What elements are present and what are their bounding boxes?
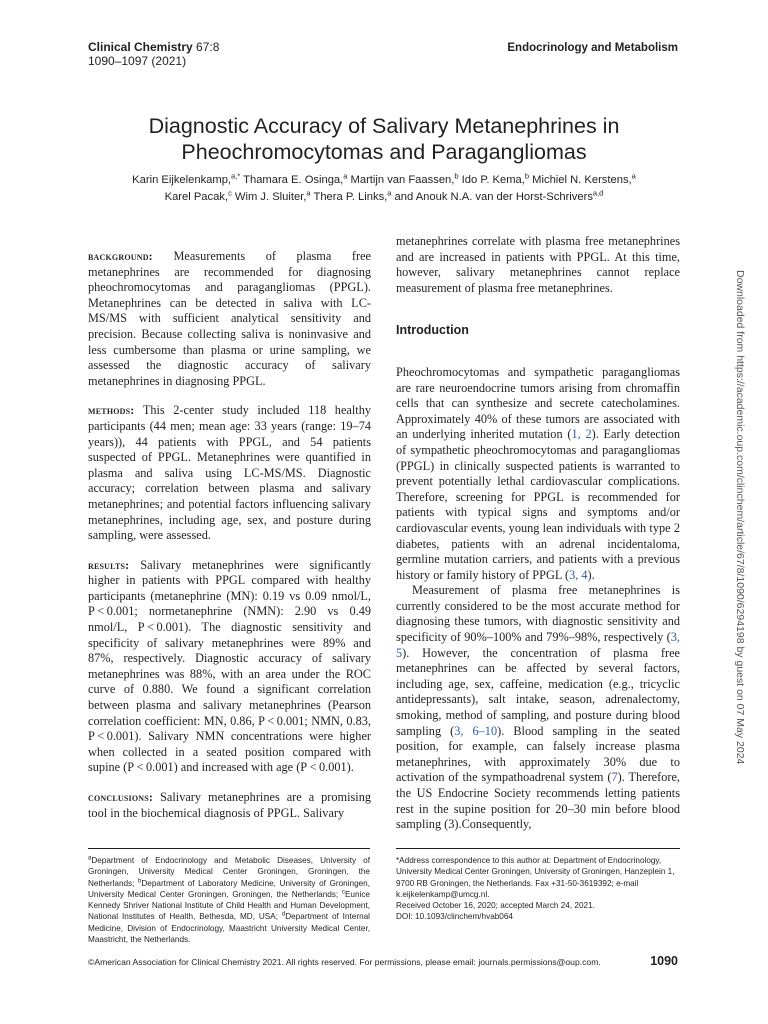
affiliation-mark: a: [306, 188, 311, 198]
abstract-column: [88, 249, 371, 835]
affiliation-text: Eunice Kennedy Shriver National Institute of Child Health and Human Development, National Institutes of Health, Bethesda, MD, USA;: [88, 889, 370, 922]
author-list: [80, 172, 688, 206]
author-name: Ido P. Kema,: [458, 174, 525, 186]
section-label: conclusions:: [88, 790, 154, 804]
pages-year: 1090–1097 (2021): [88, 54, 187, 68]
author-line: [80, 189, 688, 206]
citation-link[interactable]: 7: [611, 770, 618, 785]
abstract-methods: methods: This 2-center study included 118 healthy participants (44 men; mean age: 33 years (range: 19–74 years)), 44 patients with PPGL, and 54 patients suspected of PPGL. Metanephrines were quantified in plasma and saliva using LC-MS/MS. Diagnostic accuracy; correlation between plasma and salivary metanephrines; and potential factors influencing salivary metanephrines, including age, sex, and posture during sampling, were assessed.: [88, 403, 372, 543]
section-label: Endocrinology and Metabolism: [507, 42, 678, 54]
right-column: [396, 234, 680, 833]
section-heading: Introduction: [396, 323, 469, 338]
affiliation-mark: a: [631, 171, 636, 181]
affiliation-mark: b: [138, 877, 142, 884]
author-line: [80, 172, 688, 189]
affiliation-mark: b: [454, 171, 459, 181]
section-label: background:: [88, 249, 153, 263]
paragraph: Measurement of plasma free metanephrines is currently considered to be the most accurate method for diagnosing these tumors, with diagnostic sensitivity and specificity of 90%–100% and 79%–98%, respectively (3, 5). However, the concentration of plasma free metanephrines can be affected by several factors, including age, sex, caffeine, medication (e.g., tricyclic antidepressants), salt intake, season, adrenalectomy, smoking, method of sampling, and posture during blood sampling (3, 6–10). Blood sampling in the seated position, for example, can falsely increase plasma metanephrines, with approximately 30% due to activation of the sympathoadrenal system (7). Therefore, the US Endocrine Society recommends letting patients rest in the supine position for 20–30 min before blood sampling (3).Consequently,: [396, 583, 680, 832]
citation-link[interactable]: 3, 4: [569, 567, 588, 582]
paragraph: Pheochromocytomas and sympathetic paragangliomas are rare neuroendocrine tumors arising from chromaffin cells that can synthesize and secrete catecholamines. Approximately 40% of these tumors are associated with an underlying inherited mutation (1, 2). Early detection of sympathetic pheochromocytomas and paragangliomas (PPGL) in clinically suspected patients is warranted to prevent potentially lethal cardiovascular complications. Therefore, screening for PPGL is recommended for patients with typical signs and symptoms and/or cardiovascular events, young lean individuals with type 2 diabetes, patients with an adrenal incidentaloma, germline mutation carriers, and patients with a previous history or family history of PPGL (3, 4).: [396, 364, 681, 582]
abstract-results: results: Salivary metanephrines were significantly higher in patients with PPGL compared with healthy participants (metanephrine (MN): 0.19 vs 0.09 nmol/L, P < 0.001; normetanephrine (NMN): 2.90 vs 0.49 nmol/L, P < 0.001). The diagnostic sensitivity and specificity of salivary metanephrines were 89% and 87%, respectively. Diagnostic accuracy of salivary metanephrines was 88%, with an area under the ROC curve of 0.880. We found a significant correlation between plasma and salivary metanephrines (Pearson correlation coefficient: MN, 0.86, P < 0.001; NMN, 0.83, P < 0.001). Salivary NMN concentrations were higher when collected in a seated position compared with supine (P < 0.001) and increased with age (P < 0.001).: [88, 557, 371, 775]
page-number: 1090: [650, 954, 678, 968]
abstract-conclusions: conclusions: Salivary metanephrines are a promising tool in the biochemical diagnosis of PPGL. Salivary: [88, 790, 371, 820]
affiliation-mark: a,d: [592, 188, 604, 198]
citation-link[interactable]: 3, 6–10: [454, 723, 498, 738]
affiliation-mark: a: [343, 171, 348, 181]
author-name: Martijn van Faassen,: [347, 174, 455, 186]
affiliation-mark: a: [88, 855, 92, 862]
author-name: Michiel N. Kerstens,: [529, 174, 632, 186]
article-title: [60, 113, 708, 165]
affiliation-text: Department of Internal Medicine, Division of Endocrinology, Maastricht University Medical Center, Maastricht, the Netherlands.: [88, 912, 370, 945]
doi[interactable]: DOI: 10.1093/clinchem/hvab064: [396, 912, 513, 922]
author-name: and Anouk N.A. van der Horst-Schrivers: [391, 191, 593, 203]
affiliation-mark: d: [281, 911, 286, 918]
affiliation-mark: a,*: [231, 171, 241, 181]
journal-name: Clinical Chemistry: [88, 40, 193, 54]
copyright-notice: ©American Association for Clinical Chemistry 2021. All rights reserved. For permissions, please email: journals.permissions@oup.com.: [88, 957, 601, 967]
correspondence-footnote: *Address correspondence to this author at: Department of Endocrinology, University Medical Center Groningen, University of Groningen, Hanzeplein 1, 9700 RB Groningen, the Netherlands. Fax +31-50-3619392; e-mail k.eijkelenkamp@umcg.nl. Received October 16, 2020; accepted March 24, 2021. DOI: 10.1093/clinchem/hvab064: [396, 855, 680, 923]
author-name: Thamara E. Osinga,: [240, 174, 344, 186]
volume-issue: 67:8: [196, 40, 220, 54]
journal-citation: [88, 40, 219, 68]
author-name: Karel Pacak,: [164, 191, 229, 203]
affiliation-mark: b: [524, 171, 530, 181]
footnote-divider: [88, 848, 370, 849]
footnote-divider: [396, 848, 680, 849]
download-watermark: Downloaded from https://academic.oup.com/clinchem/article/67/8/1090/6294198 by guest on 07 May 2024: [734, 270, 746, 765]
abstract-background: background: Measurements of plasma free metanephrines are recommended for diagnosing pheochromocytomas and paragangliomas (PPGL). Metanephrines can be detected in saliva with LC-MS/MS with sufficient analytical sensitivity and precision. Because collecting saliva is noninvasive and less cumbersome than plasma or urine sampling, we assessed the diagnostic accuracy of salivary metanephrines in diagnosing PPGL.: [88, 249, 371, 388]
author-name: Wim J. Sluiter,: [231, 191, 307, 203]
affiliations-footnote: [88, 855, 370, 945]
affiliation-mark: a: [387, 188, 392, 198]
author-name: Karin Eijkelenkamp,: [132, 174, 232, 186]
affiliation-mark: c: [341, 889, 345, 896]
affiliation-text: Department of Laboratory Medicine, University of Groningen, University Medical Center Groningen, Groningen, the Netherlands;: [88, 878, 371, 899]
author-name: Thera P. Links,: [310, 191, 388, 203]
affiliation-text: Department of Endocrinology and Metabolic Diseases, University of Groningen, University Medical Center Groningen, Groningen, the Netherlands;: [88, 856, 370, 888]
abstract-conclusions-continued: metanephrines correlate with plasma free metanephrines and are increased in patients with PPGL. At this time, however, salivary metanephrines cannot replace measurement of plasma free metanephrines.: [396, 234, 680, 295]
title-line: Pheochromocytomas and Paragangliomas: [181, 140, 587, 164]
citation-link[interactable]: 1, 2: [571, 427, 592, 442]
title-line: Diagnostic Accuracy of Salivary Metanephrines in: [148, 114, 620, 138]
section-label: methods:: [88, 403, 135, 418]
citation-link[interactable]: 3, 5: [396, 630, 680, 660]
affiliation-mark: c: [228, 188, 232, 198]
section-label: results:: [88, 557, 130, 572]
